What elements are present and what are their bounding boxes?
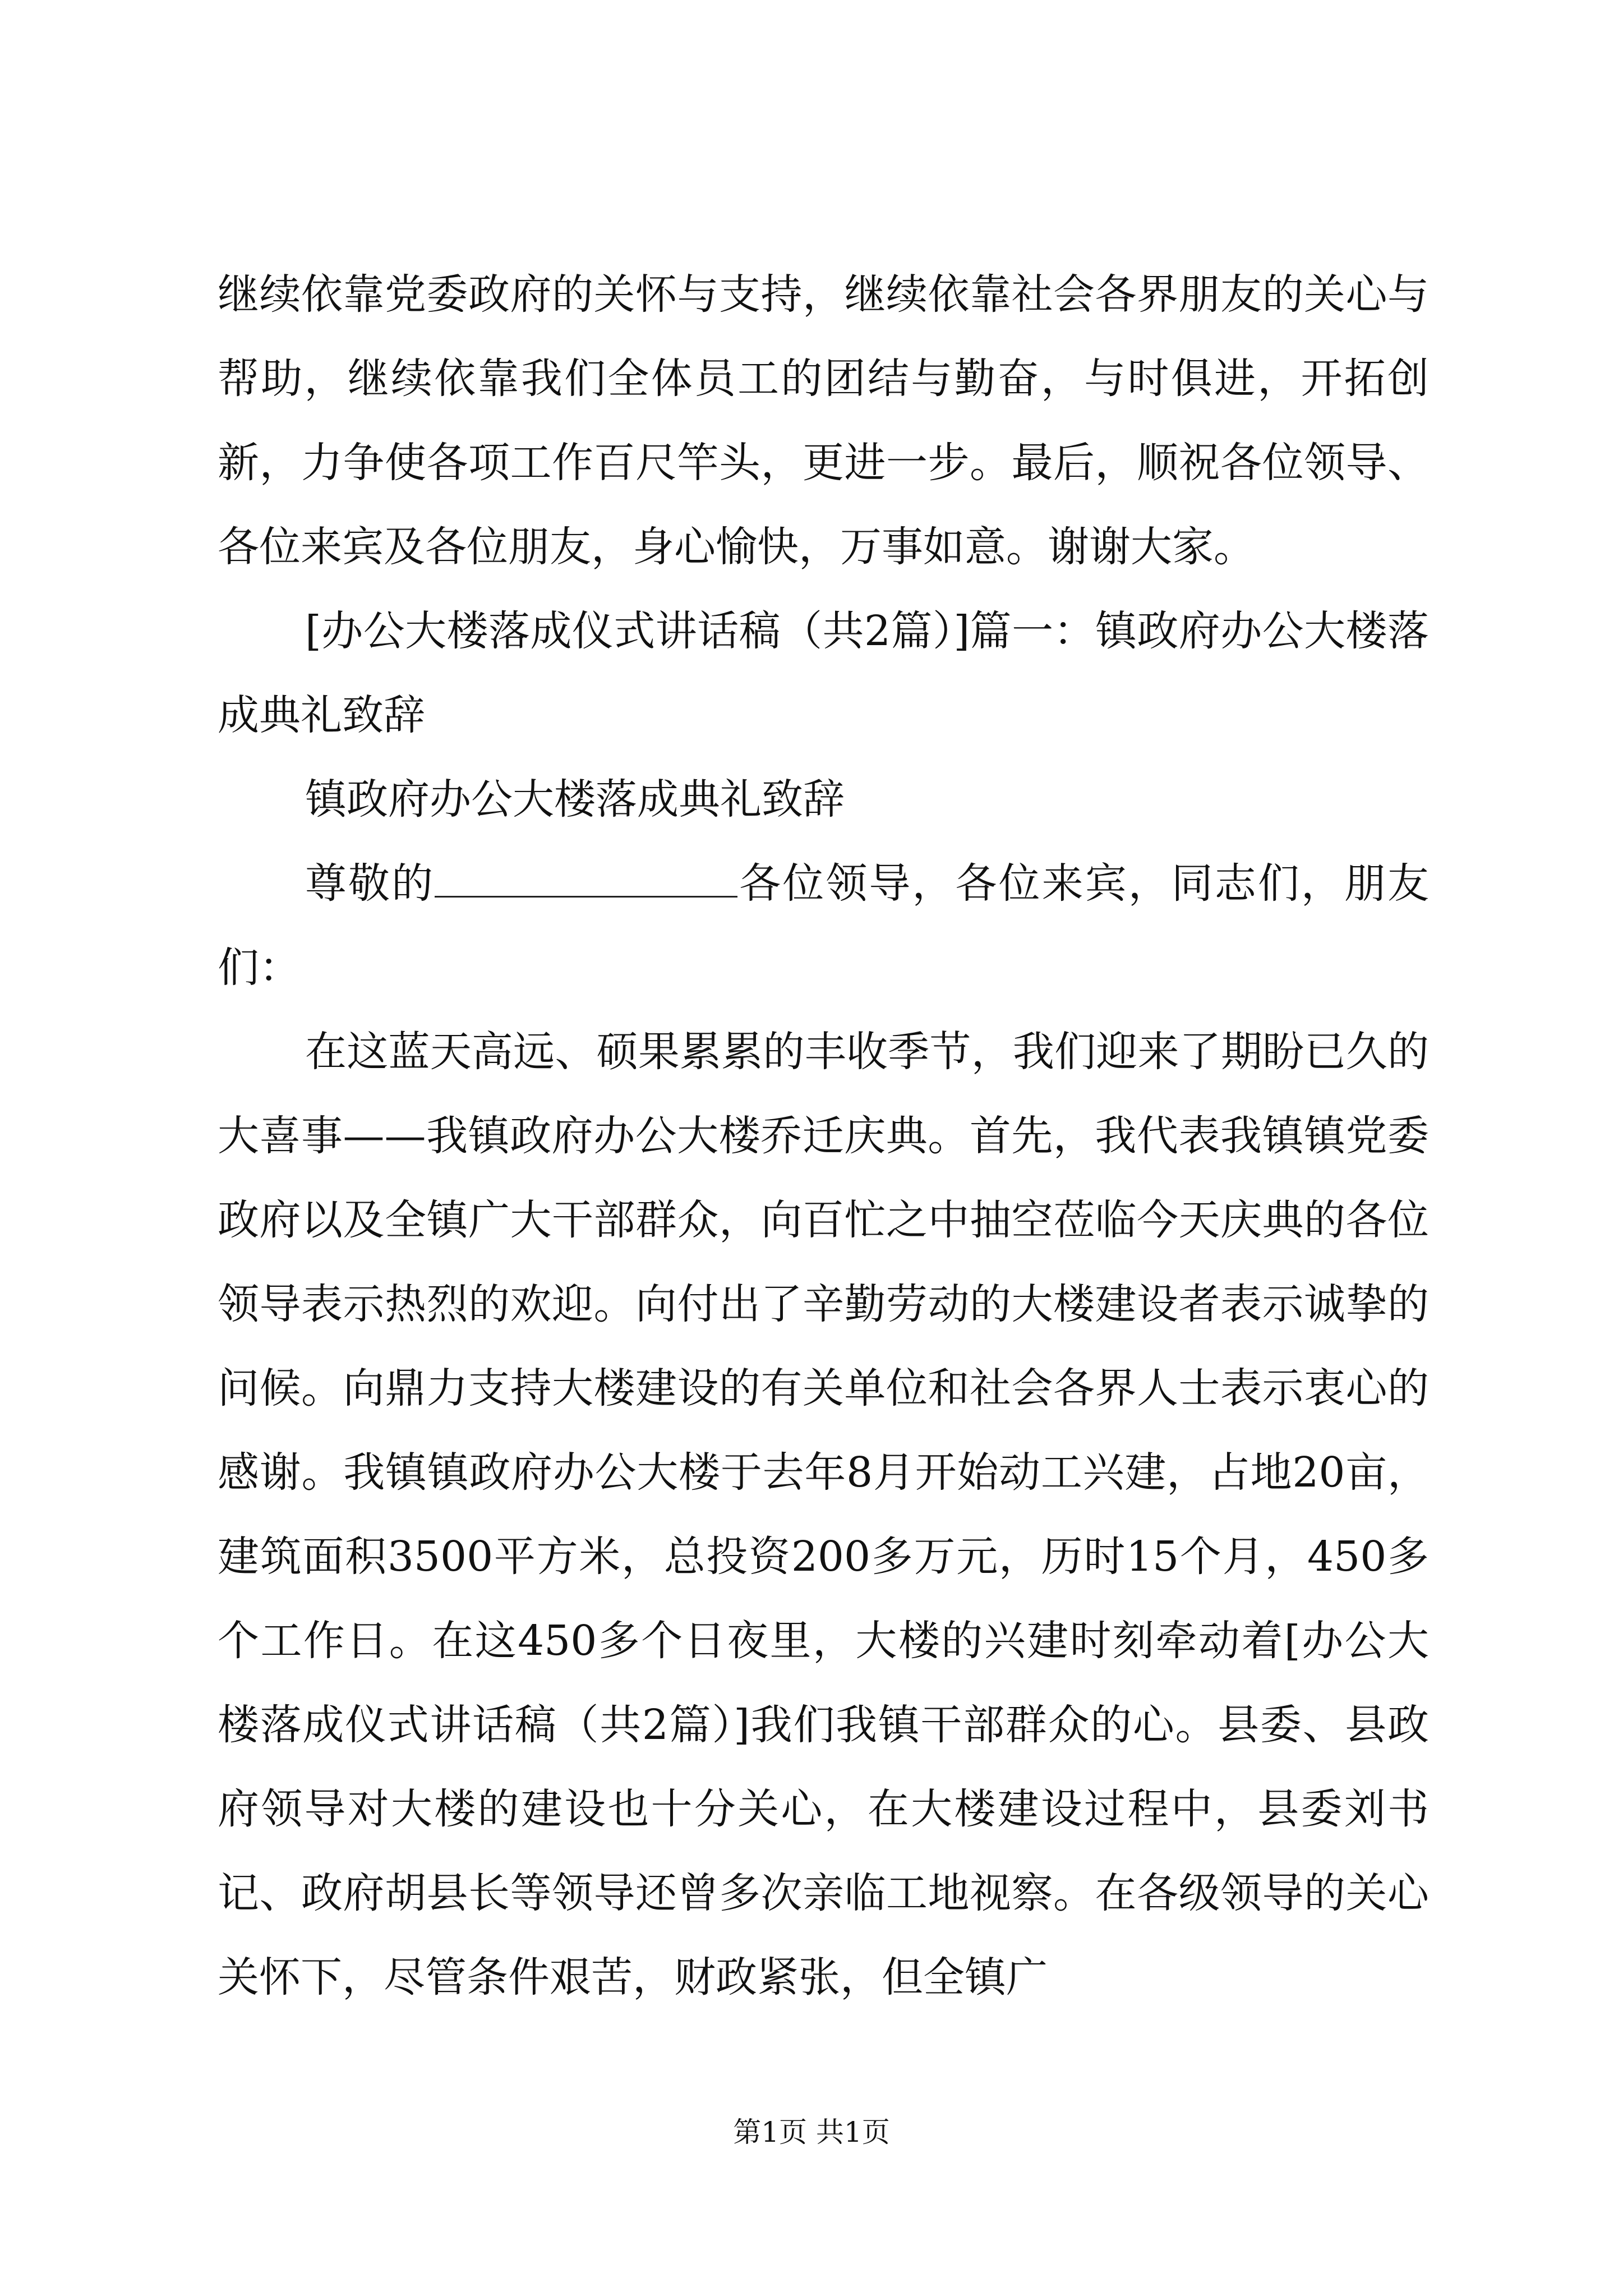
salutation-prefix: 尊敬的 [305,859,435,908]
paragraph-speech-title: 镇政府办公大楼落成典礼致辞 [305,775,845,823]
paragraph-speech-body: 在这蓝天高远、硕果累累的丰收季节，我们迎来了期盼已久的大喜事——我镇政府办公大楼乔迁庆典。首先，我代表我镇镇党委政府以及全镇广大干部群众，向百忙之中抽空莅临今天庆典的各位领导表示热烈的欢迎。向付出了辛勤劳动的大楼建设者表示诚挚的问候。向鼎力支持大楼建设的有关单位和社会各界人士表示衷心的感谢。我镇镇政府办公大楼于去年8月开始动工兴建，占地20亩，建筑面积3500平方米，总投资200多万元，历时15个月，450多个工作日。在这450多个日夜里，大楼的兴建时刻牵动着[办公大楼落成仪式讲话稿（共2篇）]我们我镇干部群众的心。县委、县政府领导对大楼的建设也十分关心，在大楼建设过程中，县委刘书记、政府胡县长等领导还曾多次亲临工地视察。在各级领导的关心关怀下，尽管条件艰苦，财政紧张，但全镇广 [218,1028,1429,2001]
page-footer: 第1页 共1页 [733,2116,890,2148]
document-body [218,252,1429,2019]
salutation-suffix: 各位领导，各位来宾，同志们，朋友们： [218,859,1430,992]
fill-in-blank-line [435,852,737,898]
paragraph-section-heading: [办公大楼落成仪式讲话稿（共2篇）]篇一：镇政府办公大楼落成典礼致辞 [218,607,1429,739]
paragraph-salutation [218,841,1429,1010]
paragraph-closing-remarks: 继续依靠党委政府的关怀与支持，继续依靠社会各界朋友的关心与帮助，继续依靠我们全体员工的团结与勤奋，与时俱进，开拓创新，力争使各项工作百尺竿头，更进一步。最后，顺祝各位领导、各位来宾及各位朋友，身心愉快，万事如意。谢谢大家。 [218,270,1429,571]
